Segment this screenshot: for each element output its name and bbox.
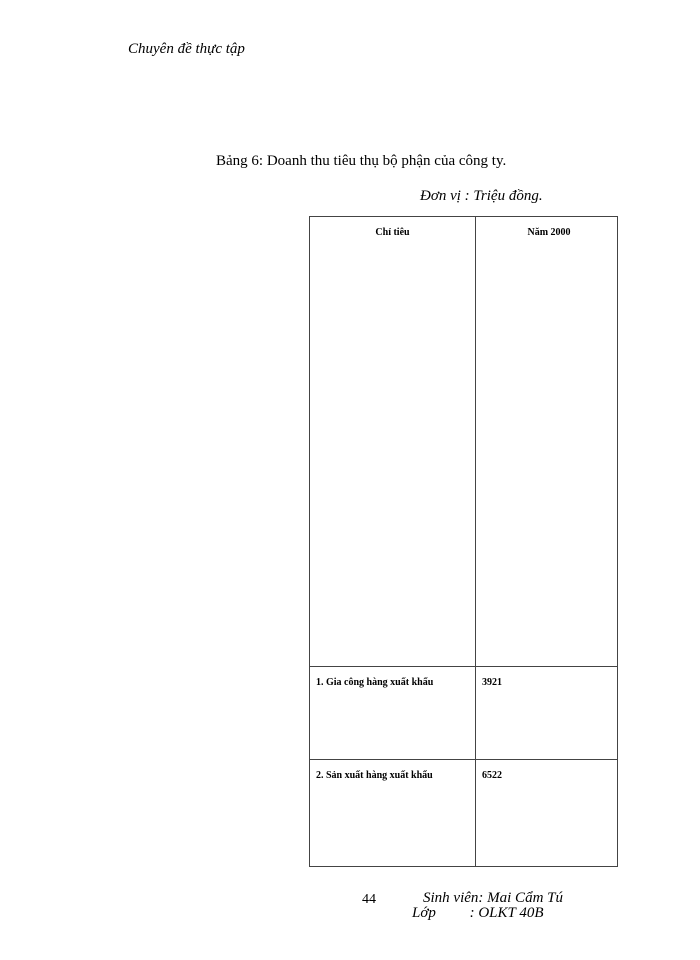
row-value: 3921 bbox=[482, 677, 502, 688]
table-row bbox=[310, 760, 618, 867]
table-row bbox=[310, 667, 618, 760]
header-year-label: Năm 2000 bbox=[527, 227, 571, 238]
running-header: Chuyên đề thực tập bbox=[128, 41, 245, 57]
row-label: 2. Sản xuất hàng xuất khẩu bbox=[316, 770, 433, 781]
table-header-row bbox=[310, 217, 618, 667]
row-label-cell bbox=[310, 667, 476, 760]
row-value: 6522 bbox=[482, 770, 502, 781]
table-caption: Bảng 6: Doanh thu tiêu thụ bộ phận của công ty. bbox=[216, 153, 507, 169]
row-label: 1. Gia công hàng xuất khẩu bbox=[316, 677, 434, 688]
row-label-cell bbox=[310, 760, 476, 867]
footer-class: Lớp : OLKT 40B bbox=[412, 905, 544, 921]
row-value-cell bbox=[476, 760, 618, 867]
row-value-cell bbox=[476, 667, 618, 760]
page-number: 44 bbox=[362, 892, 376, 907]
unit-note: Đơn vị : Triệu đồng. bbox=[420, 188, 543, 204]
header-year bbox=[476, 217, 618, 667]
header-indicator-label: Chỉ tiêu bbox=[375, 227, 410, 238]
header-indicator bbox=[310, 217, 476, 667]
footer-student: Sinh viên: Mai Cẩm Tú bbox=[423, 890, 563, 906]
revenue-table bbox=[309, 216, 618, 867]
